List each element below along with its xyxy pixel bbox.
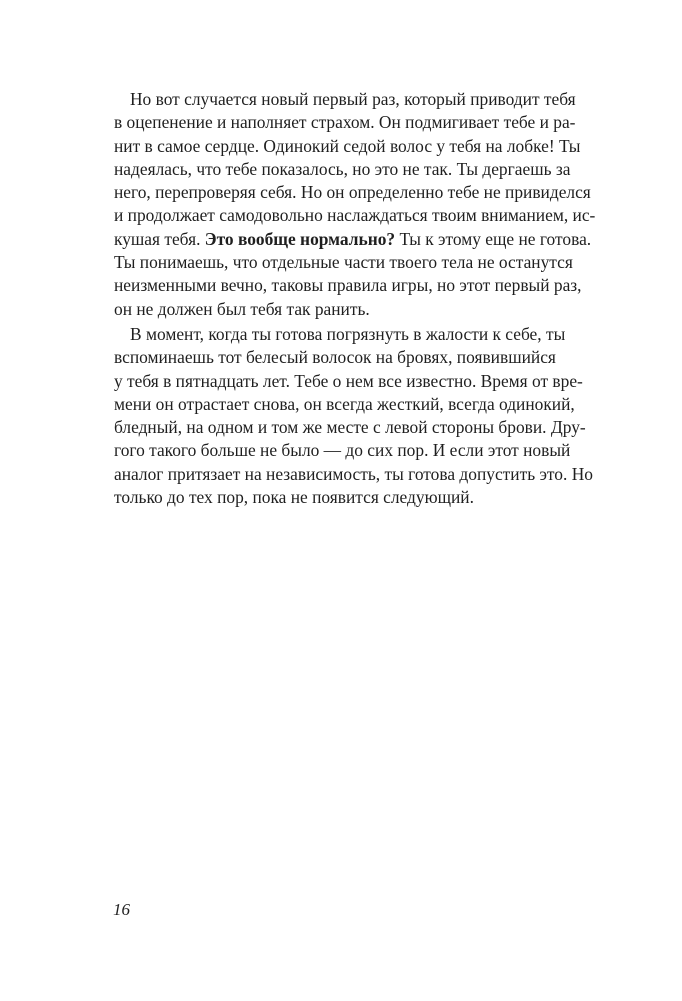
text-run: в оцепенение и наполняет страхом. Он подмигивает тебе и ра-: [114, 112, 576, 133]
text-run: бледный, на одном и том же месте с левой стороны брови. Дру-: [114, 417, 586, 438]
text-line: [114, 204, 596, 227]
text-run: у тебя в пятнадцать лет. Тебе о нем все известно. Время от вре-: [114, 370, 583, 391]
body-text: [114, 88, 596, 509]
text-run: Ты понимаешь, что отдельные части твоего тела не останутся: [114, 252, 573, 273]
text-line: [114, 370, 583, 393]
text-line: [114, 88, 576, 111]
text-run: мени он отрастает снова, он всегда жесткий, всегда одинокий,: [114, 393, 575, 414]
text-line: [114, 486, 554, 509]
text-run: кушая тебя.: [114, 228, 205, 249]
text-run: Ты к этому еще не готова.: [395, 228, 592, 249]
text-line: [114, 439, 571, 462]
text-run: вспоминаешь тот белесый волосок на бровях, появившийся: [114, 347, 556, 368]
text-line: [114, 416, 586, 439]
text-line: [114, 135, 581, 158]
text-run: него, перепроверяя себя. Но он определенно тебе не привиделся: [114, 182, 591, 203]
text-run: нит в самое сердце. Одинокий седой волос у тебя на лобке! Ты: [114, 135, 581, 156]
text-line: [114, 323, 566, 346]
text-run: гого такого больше не было — до сих пор. И если этот новый: [114, 440, 571, 461]
text-line: [114, 463, 593, 486]
text-run: и продолжает самодовольно наслаждаться твоим вниманием, ис-: [114, 205, 596, 226]
text-line: [114, 298, 554, 321]
text-line: [114, 274, 582, 297]
bold-text: Это вообще нормально?: [204, 228, 396, 249]
paragraph: [114, 88, 596, 321]
text-run: неизменными вечно, таковы правила игры, но этот первый раз,: [114, 275, 582, 296]
text-line: [114, 228, 592, 251]
text-run: он не должен был тебя так ранить.: [114, 298, 370, 319]
text-run: В момент, когда ты готова погрязнуть в жалости к себе, ты: [130, 323, 566, 344]
text-run: только до тех пор, пока не появится следующий.: [114, 487, 474, 508]
page-number: 16: [113, 900, 130, 919]
text-run: надеялась, что тебе показалось, но это не так. Ты дергаешь за: [114, 158, 571, 179]
text-line: [114, 181, 591, 204]
text-line: [114, 158, 571, 181]
text-line: [114, 346, 554, 369]
text-line: [114, 111, 576, 134]
paragraph: [114, 323, 593, 509]
text-run: аналог притязает на независимость, ты готова допустить это. Но: [114, 463, 593, 484]
text-line: [114, 251, 573, 274]
text-run: Но вот случается новый первый раз, который приводит тебя: [130, 89, 576, 109]
text-line: [114, 393, 575, 416]
